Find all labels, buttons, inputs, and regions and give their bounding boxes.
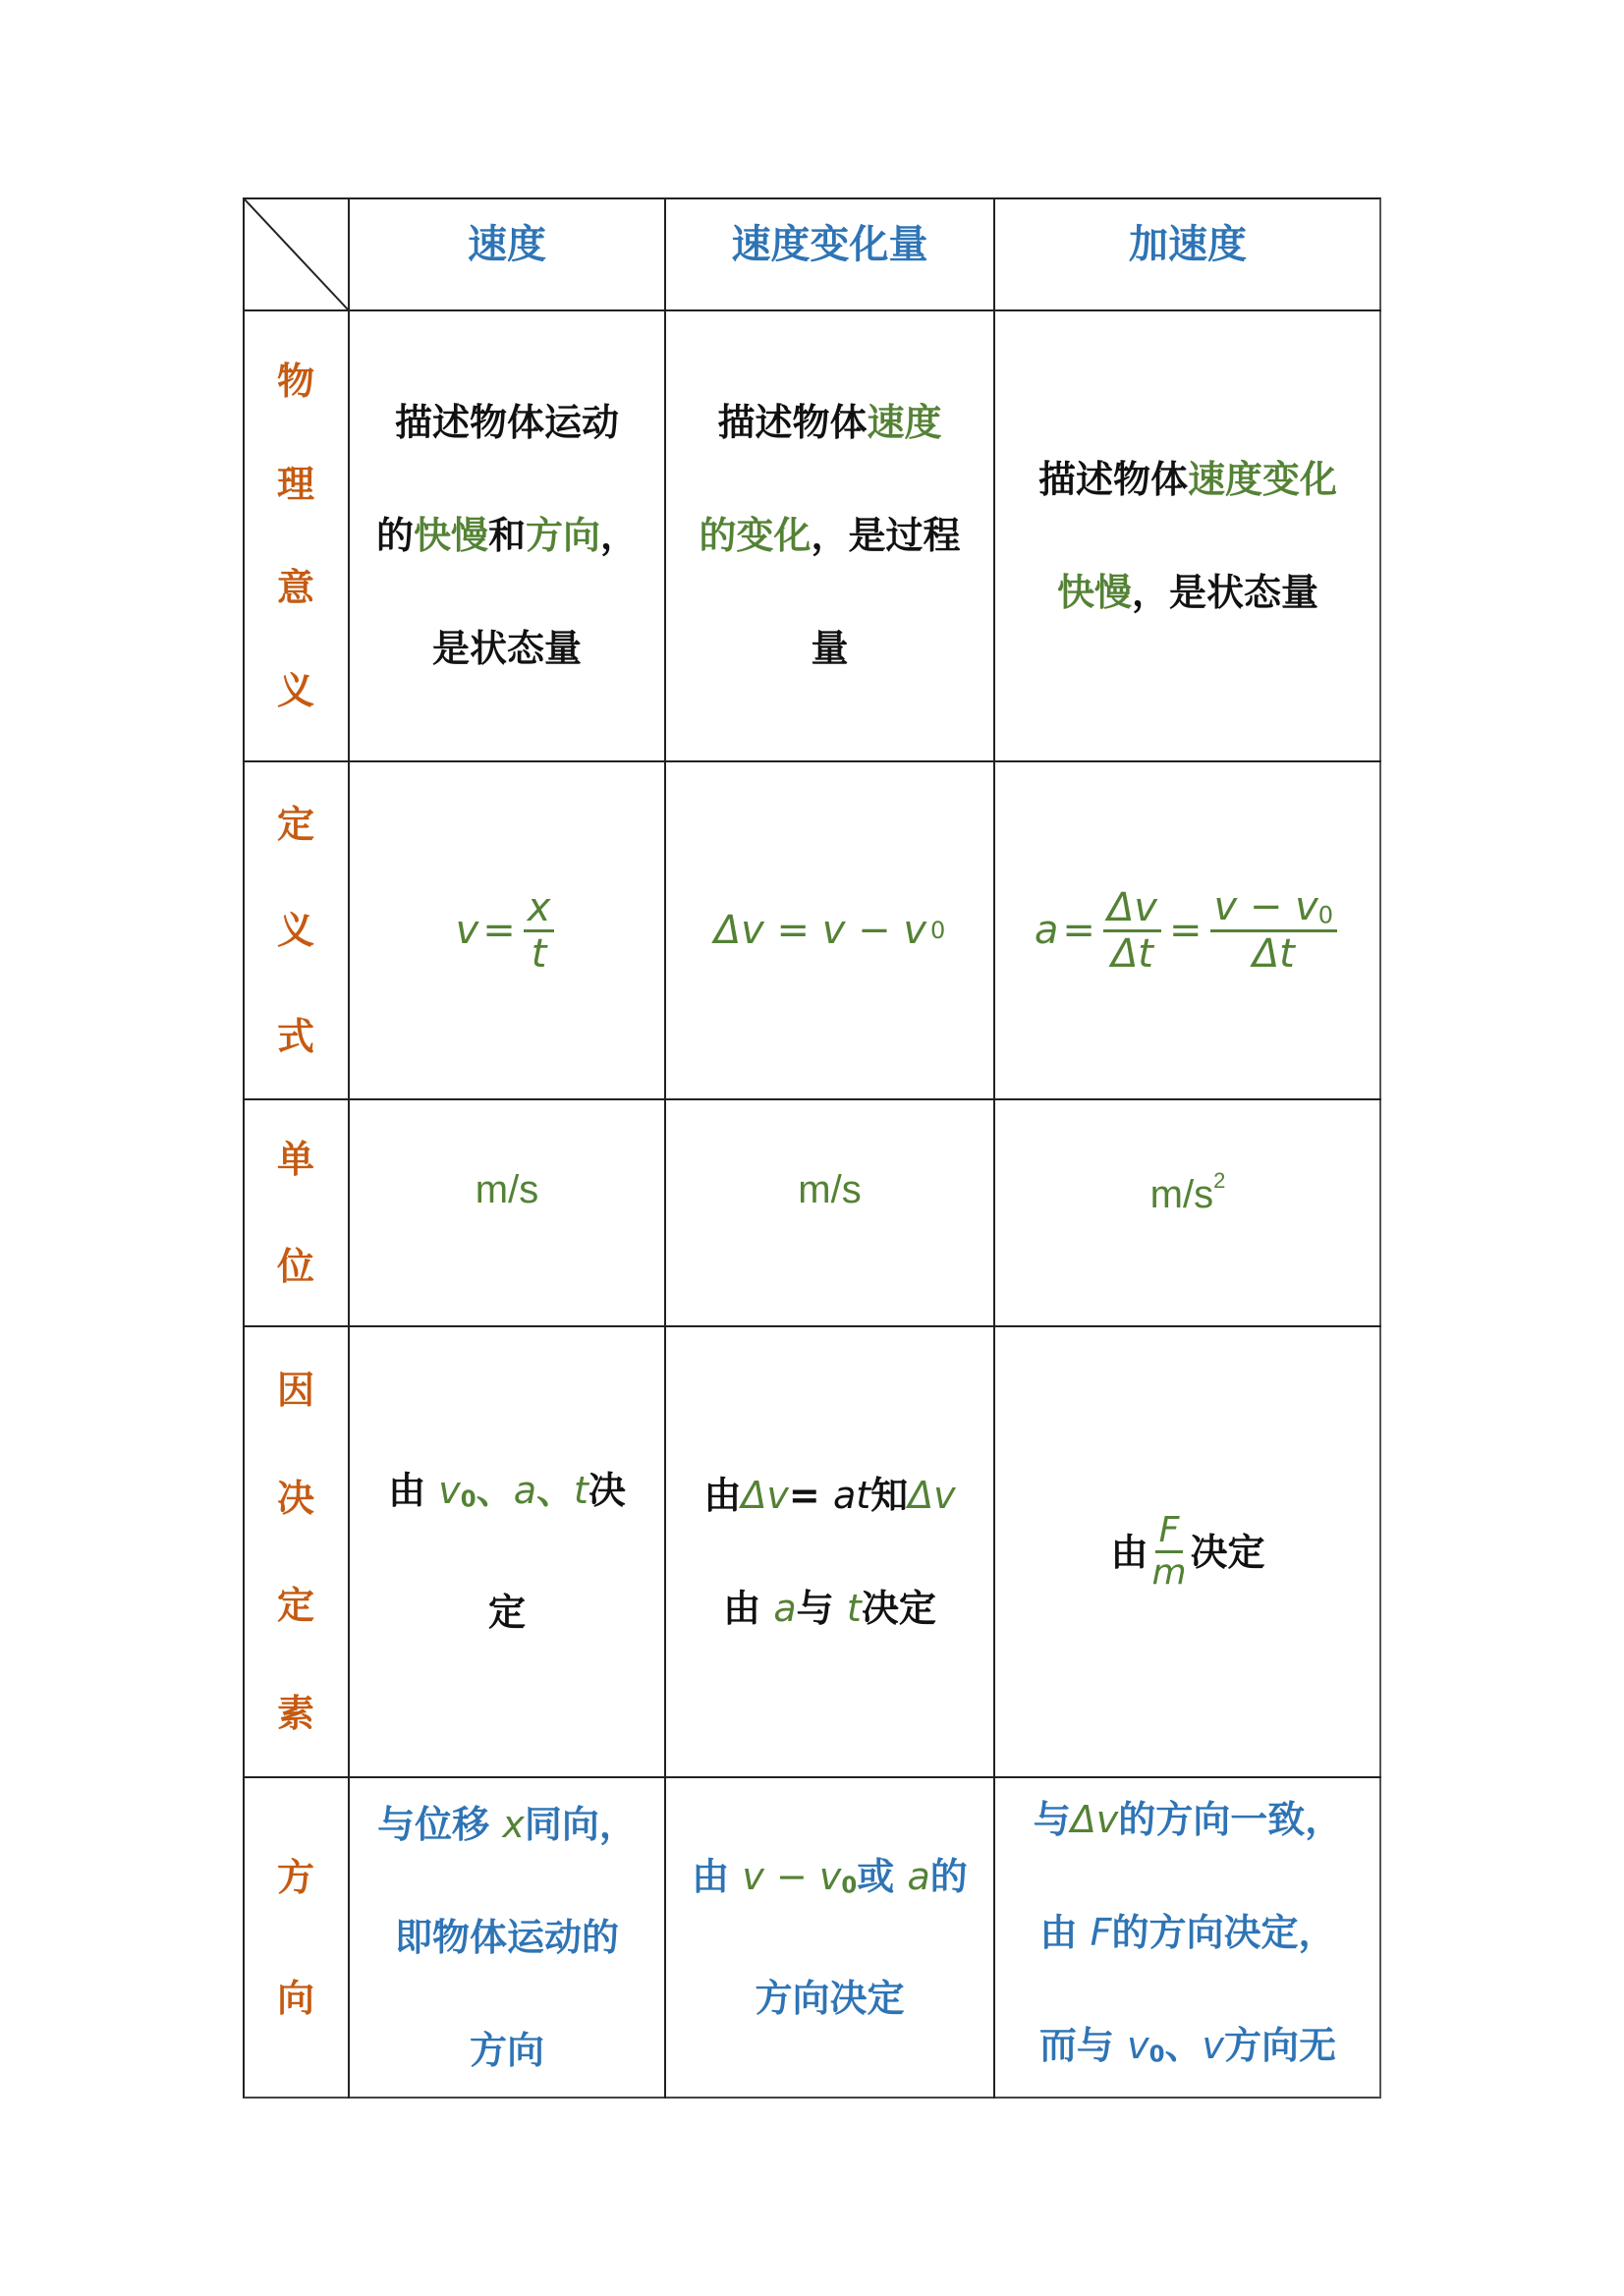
corner-diagonal xyxy=(243,197,349,311)
formula-term: v − v xyxy=(1213,884,1318,930)
text-line xyxy=(699,479,960,592)
header-velocity xyxy=(349,197,665,310)
var: v − v xyxy=(742,1854,842,1898)
comparison-table xyxy=(243,197,1381,2099)
row-label-char: 方 xyxy=(276,1855,314,1899)
text: 的方向一致， xyxy=(1118,1798,1343,1842)
formula-equals: = xyxy=(1168,908,1203,953)
cell-velocity-meaning xyxy=(349,310,665,761)
row-label-char: 理 xyxy=(276,463,314,507)
text-segment: 描述物体运动 xyxy=(394,401,619,444)
text: 而与 xyxy=(1038,2024,1128,2068)
row-label-char: 式 xyxy=(276,1015,314,1058)
subscript: 0 xyxy=(930,917,946,944)
var: Δv xyxy=(1070,1798,1119,1842)
text-segment: 的变化 xyxy=(699,514,812,557)
var: Δv xyxy=(908,1473,956,1517)
row-label-char: 意 xyxy=(276,565,314,609)
fraction-numerator: x xyxy=(524,888,555,932)
text: 决定 xyxy=(1190,1530,1265,1574)
text-segment: ，是状态量 xyxy=(1132,570,1319,614)
var: a xyxy=(773,1586,797,1630)
header-velocity-change xyxy=(665,197,994,310)
fraction xyxy=(1103,884,1161,977)
cell-velocity-change-formula xyxy=(665,761,994,1099)
text: 的 xyxy=(929,1854,968,1898)
text: 的方向决定， xyxy=(1111,1911,1336,1955)
var: Δv xyxy=(741,1473,789,1517)
row-label-char: 位 xyxy=(276,1245,314,1289)
cell-velocity-unit xyxy=(349,1099,665,1326)
text-segment: 描述物体 xyxy=(717,401,868,444)
text: 即物体运动的 xyxy=(394,1916,619,1959)
text-segment: 描述物体 xyxy=(1037,457,1188,501)
row-label-direction xyxy=(243,1777,349,2099)
row-label-char: 向 xyxy=(276,1977,314,2021)
var: v xyxy=(438,1468,461,1512)
text: 由 xyxy=(1110,1530,1148,1574)
row-label-determining-factors xyxy=(243,1326,349,1777)
text: 、 xyxy=(1164,2024,1203,2068)
text-segment: 方向 xyxy=(526,514,601,557)
var: t xyxy=(574,1468,588,1512)
cell-acceleration-unit xyxy=(994,1099,1381,1326)
fraction-numerator xyxy=(1210,884,1338,932)
row-label-char: 单 xyxy=(276,1137,314,1181)
text: 方向 xyxy=(469,2029,544,2072)
row-label-char: 决 xyxy=(276,1476,314,1520)
text-line xyxy=(717,366,941,479)
formula-velocity xyxy=(455,884,559,977)
cell-velocity-factors xyxy=(349,1326,665,1777)
subscript: 0 xyxy=(460,1486,476,1513)
row-label-char: 定 xyxy=(276,1584,314,1628)
superscript: 2 xyxy=(1213,1168,1226,1193)
unit-text: m/s xyxy=(1149,1172,1214,1216)
text: 由 xyxy=(388,1468,439,1512)
header-acceleration xyxy=(994,197,1381,310)
text: 由 xyxy=(1039,1911,1091,1955)
text: = xyxy=(788,1473,833,1517)
header-label: 速度 xyxy=(468,222,546,267)
cell-acceleration-meaning xyxy=(994,310,1381,761)
text: 与 xyxy=(796,1586,847,1630)
header-label: 速度变化量 xyxy=(731,222,928,267)
cell-velocity-direction xyxy=(349,1777,665,2099)
text-segment: ，是过程 xyxy=(811,514,961,557)
text-line xyxy=(395,366,619,479)
row-label-char: 义 xyxy=(276,668,314,712)
formula-equals: = xyxy=(1062,908,1095,953)
row-label-char: 物 xyxy=(276,360,314,404)
text-segment: 是状态量 xyxy=(431,627,582,670)
subscript: 0 xyxy=(1317,901,1334,929)
var: a xyxy=(513,1468,536,1512)
text: 定 xyxy=(487,1591,526,1635)
subscript: 0 xyxy=(841,1873,858,1899)
text-segment: ， xyxy=(600,514,639,557)
text-line xyxy=(376,479,638,592)
cell-velocity-change-unit xyxy=(665,1099,994,1326)
text: 与位移 xyxy=(377,1803,503,1846)
cell-acceleration-direction xyxy=(994,1777,1381,2099)
text: 由 xyxy=(723,1586,774,1630)
unit-text: m/s xyxy=(475,1168,539,1211)
cell-acceleration-factors xyxy=(994,1326,1381,1777)
fraction xyxy=(1151,1510,1187,1593)
row-label-char: 定 xyxy=(276,803,314,846)
text-segment: 的 xyxy=(375,514,414,557)
var: F xyxy=(1090,1911,1112,1955)
fraction-denominator: Δt xyxy=(1110,930,1153,977)
text-line xyxy=(1057,536,1318,649)
text: 、 xyxy=(535,1468,574,1512)
var: t xyxy=(846,1586,862,1630)
var: a xyxy=(907,1854,930,1898)
unit-text: m/s xyxy=(798,1168,862,1211)
var: v xyxy=(1202,2024,1225,2068)
text-segment: 快慢 xyxy=(1056,570,1132,614)
formula-term: Δv = v − v xyxy=(713,908,926,953)
row-label-char: 素 xyxy=(276,1692,314,1736)
row-label-unit xyxy=(243,1099,349,1326)
fraction xyxy=(524,884,555,977)
formula-delta-v xyxy=(714,908,946,953)
formula-term: v xyxy=(455,908,479,953)
text: 由 xyxy=(692,1854,743,1898)
text: 或 xyxy=(857,1854,908,1898)
row-label-char: 义 xyxy=(276,909,314,952)
fraction-denominator: t xyxy=(531,930,547,977)
fraction-denominator: Δt xyxy=(1252,930,1295,977)
row-label-physical-meaning xyxy=(243,310,349,761)
var: at xyxy=(832,1473,871,1517)
text: 方向决定 xyxy=(755,1977,905,2021)
text: 方向无 xyxy=(1224,2024,1337,2068)
text-segment: 速度变化 xyxy=(1188,457,1338,501)
text: 同向， xyxy=(524,1803,637,1846)
text: 决定 xyxy=(861,1586,936,1630)
text: 与 xyxy=(1033,1798,1071,1842)
cell-acceleration-formula xyxy=(994,761,1381,1099)
text-line xyxy=(1038,423,1337,536)
var: x xyxy=(502,1803,525,1846)
header-label: 加速度 xyxy=(1129,222,1247,267)
fraction-numerator: Δv xyxy=(1103,888,1161,932)
cell-velocity-change-factors xyxy=(665,1326,994,1777)
text-line xyxy=(811,592,848,705)
row-label-char: 因 xyxy=(276,1368,314,1412)
formula-term: a xyxy=(1034,908,1059,953)
cell-velocity-change-meaning xyxy=(665,310,994,761)
text: 由 xyxy=(703,1473,742,1517)
formula-acceleration xyxy=(1034,884,1341,977)
fraction xyxy=(1210,884,1338,977)
var: v xyxy=(1127,2024,1149,2068)
subscript: 0 xyxy=(1148,2042,1165,2068)
text: 知 xyxy=(870,1473,909,1517)
text-line xyxy=(432,592,582,705)
text-segment: 快慢 xyxy=(413,514,488,557)
row-label-definition xyxy=(243,761,349,1099)
fraction-numerator: F xyxy=(1155,1513,1184,1553)
text-segment: 量 xyxy=(811,627,849,670)
cell-velocity-formula xyxy=(349,761,665,1099)
cell-velocity-change-direction xyxy=(665,1777,994,2099)
fraction-denominator: m xyxy=(1151,1552,1187,1593)
formula-equals: = xyxy=(482,908,516,953)
text: 决 xyxy=(588,1468,626,1512)
text: 、 xyxy=(476,1468,514,1512)
text-segment: 速度 xyxy=(867,401,942,444)
text-segment: 和 xyxy=(487,514,526,557)
